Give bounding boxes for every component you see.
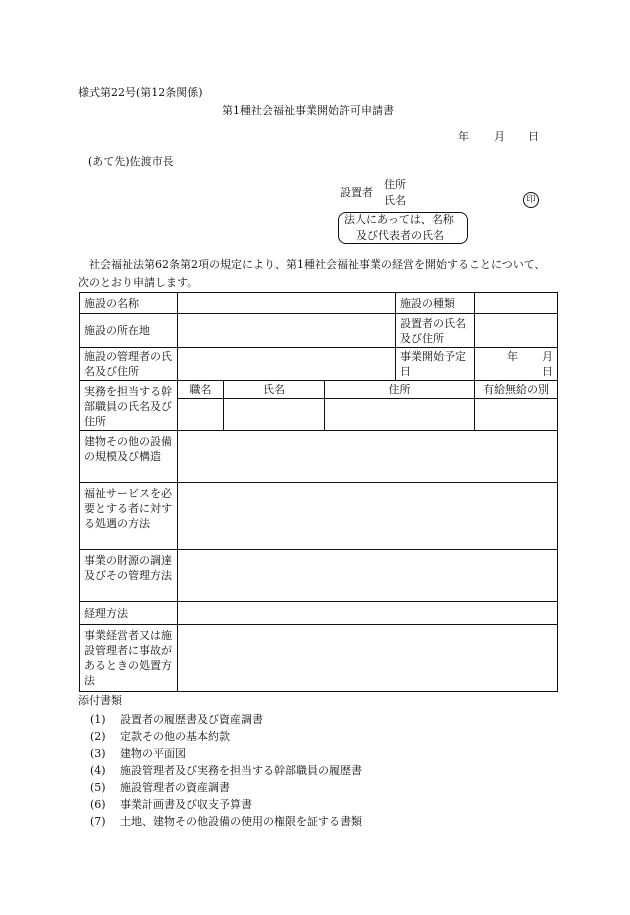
accounting-label: 経理方法 — [80, 602, 178, 625]
attachment-item: (7) 土地、建物その他設備の使用の権限を証する書類 — [90, 815, 362, 828]
col-paid-header: 有給無給の別 — [475, 381, 558, 399]
document-title: 第1種社会福祉事業開始許可申請書 — [222, 104, 394, 117]
applicant-role-label: 設置者 — [340, 186, 373, 199]
corporation-note-line1: 法人にあっては、名称 — [344, 213, 454, 226]
staff-paid-field[interactable] — [475, 399, 558, 431]
start-date-month: 月 — [542, 350, 553, 363]
attachment-item: (4) 施設管理者及び実務を担当する幹部職員の履歴書 — [90, 764, 362, 777]
disposal-label: 事業経営者又は施設管理者に事故があるときの処置方法 — [80, 625, 178, 692]
founder-name-address-field[interactable] — [475, 314, 558, 348]
seal-mark: 印 — [523, 192, 539, 208]
attachment-item: (5) 施設管理者の資産調書 — [90, 781, 230, 794]
attachment-item: (1) 設置者の履歴書及び資産調書 — [90, 713, 263, 726]
facility-type-field[interactable] — [475, 293, 558, 314]
corporation-note-line2: 及び代表者の氏名 — [356, 229, 444, 242]
start-date-label: 事業開始予定日 — [396, 348, 475, 381]
building-label: 建物その他の設備の規模及び構造 — [80, 431, 178, 483]
staff-address-field[interactable] — [325, 399, 475, 431]
attachment-item: (2) 定款その他の基本約款 — [90, 730, 230, 743]
finance-label: 事業の財源の調達及びその管理方法 — [80, 550, 178, 602]
applicant-address-label: 住所 — [384, 178, 406, 191]
addressee: (あて先)佐渡市長 — [88, 155, 174, 168]
col-name-header: 氏名 — [224, 381, 325, 399]
facility-location-field[interactable] — [178, 314, 396, 348]
facility-name-field[interactable] — [178, 293, 396, 314]
facility-name-label: 施設の名称 — [80, 293, 178, 314]
attachments-list — [90, 711, 362, 830]
applicant-name-label: 氏名 — [384, 194, 406, 207]
attachment-item: (6) 事業計画書及び収支予算書 — [90, 798, 252, 811]
service-field[interactable] — [178, 483, 558, 550]
manager-name-address-field[interactable] — [178, 348, 396, 381]
date-day-label: 日 — [528, 130, 539, 143]
building-field[interactable] — [178, 431, 558, 483]
service-label: 福祉サービスを必要とする者に対する処遇の方法 — [80, 483, 178, 550]
col-address-header: 住所 — [325, 381, 475, 399]
application-table — [79, 292, 558, 692]
form-number: 様式第22号(第12条関係) — [78, 86, 203, 99]
manager-name-address-label: 施設の管理者の氏名及び住所 — [80, 348, 178, 381]
accounting-field[interactable] — [178, 602, 558, 625]
start-date-year: 年 — [507, 350, 518, 363]
start-date-day: 日 — [542, 365, 553, 378]
disposal-field[interactable] — [178, 625, 558, 692]
staff-label: 実務を担当する幹部職員の氏名及び住所 — [80, 381, 178, 431]
facility-location-label: 施設の所在地 — [80, 314, 178, 348]
attachment-item: (3) 建物の平面図 — [90, 747, 186, 760]
founder-name-address-label: 設置者の氏名及び住所 — [396, 314, 475, 348]
facility-type-label: 施設の種類 — [396, 293, 475, 314]
col-position-header: 職名 — [178, 381, 224, 399]
staff-name-field[interactable] — [224, 399, 325, 431]
start-date-field[interactable] — [475, 348, 558, 381]
finance-field[interactable] — [178, 550, 558, 602]
date-month-label: 月 — [494, 130, 505, 143]
date-year-label: 年 — [458, 130, 469, 143]
staff-position-field[interactable] — [178, 399, 224, 431]
attachments-heading: 添付書類 — [78, 694, 122, 707]
intro-paragraph: 社会福祉法第62条第2項の規定により、第1種社会福祉事業の経営を開始することについて、次のとおり申請します。 — [78, 258, 546, 289]
